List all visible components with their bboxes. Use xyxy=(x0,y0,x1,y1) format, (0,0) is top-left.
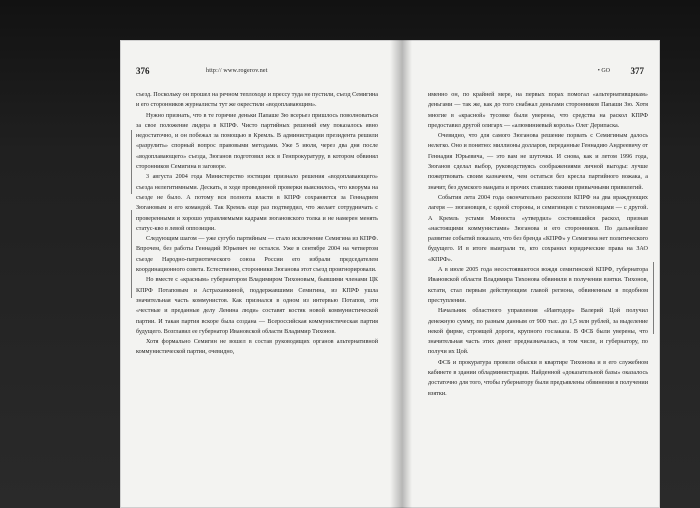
paragraph: Следующим шагом — уже сугубо партийным — стало исключение Семигина из КПРФ. Впрочем, без работы Геннадий Юрьевич не остался. Уже в сентябре 2004 на четвертом съезде Народно-патриотического союза России его избрали председателем координационного совета. Естественно, сторонники Зюганова этот съезд проигнорировали. xyxy=(136,236,378,274)
pencil-margin-mark xyxy=(131,130,132,194)
right-page-text xyxy=(428,90,648,500)
pencil-margin-mark xyxy=(131,210,132,298)
left-page xyxy=(120,40,390,508)
right-page xyxy=(412,40,660,508)
right-running-head: • GO xyxy=(597,68,610,74)
book-spine xyxy=(390,40,412,508)
paragraph: съезд. Поскольку он прошел на речном теплоходе и прессу туда не пустили, съезд Семигина и его сторонников журналисты тут же окрестили «водоплавающим». xyxy=(136,92,379,109)
paragraph: ФСБ и прокуратура провели обыски в квартире Тихонова и в его служебном кабинете в здании обладминистрации. Найденной «доказательной базы» оказалось достаточно для того, чтобы губернатору были предъявлены обвинения в получении взятки. xyxy=(428,359,648,397)
left-page-header xyxy=(136,66,374,78)
left-page-number: 376 xyxy=(136,66,150,76)
paragraph: А в июле 2005 года несостоявшегося вождя семигинской КПРФ, губернатора Ивановской области Владимира Тихонова обвинили в получении взятки. Тихонов, кстати, стал первым действующим главой региона, обвиненным в подобном преступлении. xyxy=(428,267,648,304)
paragraph: Очевидно, что для самого Зюганова решение порвать с Семигиным далось нелегко. Оно и понятно: миллионы долларов, переданные Геннадию Андреевичу от Геннадия Юрьевича, — это вам не шуточки. И снова, как и летом 1996 года, Зюганов сделал выбор, руководствуясь соображениями личной выгоды: лучше пожертвовать своим казначеем, чем остаться без кресла партийного вожака, а значит, без думского мандата и прочих ставших такими привычными привилегий. xyxy=(428,133,648,191)
paragraph: События лета 2004 года окончательно раскололи КПРФ на два враждующих лагеря — зюгановцев, с одной стороны, и семигинцев с тихоновцами — с другой. А Кремль устами Минюста «утвердил» состоявшийся раскол, признав «настоящими коммунистами» Зюганова и его сторонников. По дальнейшее развитие событий показало, что без бренда «КПРФ» у Семигина нет политического будущего. И в итоге выиграли те, кто сохранил юридические права на ЗАО «КПРФ». xyxy=(428,194,648,263)
paragraph: Нужно признать, что в те горячие деньки Папаше Зю всерьез пришлось поволноваться за свое положение лидера в КПРФ. Чисто партийных решений ему показалось явно недостаточно, и он побежал за помощью в Кремль. В администрации президента решили «разрулить» спорный вопрос правовыми методами. Уже 5 июля, через два дня после «водоплавающего» съезда, Зюганов подготовил иск в Генпрокуратуру, в котором обвинял сторонников Семигина в заговоре. xyxy=(136,112,378,171)
pencil-margin-mark xyxy=(653,262,654,334)
left-page-text xyxy=(136,90,378,500)
paragraph: Начальник областного управления «Иавтодор» Валерий Цой получил денежную сумму, по разным данным от 900 тыс. до 1,5 млн рублей, за выделение некой фирме, строящей дороги, крупного госзаказа. В ФСБ были уверены, что значительная часть этих денег предназначалась, в том числе, и губернатору, по получи их Цой. xyxy=(428,308,648,356)
right-page-number: 377 xyxy=(630,66,644,76)
book-spread xyxy=(120,40,660,508)
left-running-head: http:// www.rogerov.net xyxy=(206,68,268,74)
paragraph: именно он, по крайней мере, на первых порах помогал «альтернативщикам» деньгами — так же, как до того снабжал деньгами сторонников Папаши Зю. Хотя многие в «красной» тусовке были уверены, что средства на раскол КПРФ предоставил другой олигарх — «алюминиевый король» Олег Дерипаска. xyxy=(428,92,648,129)
paragraph: Но вместе с «красным» губернатором Владимиром Тихоновым, бывшими членами ЦК КПРФ Потаповым и Астраханкиной, поддержавшими Семигина, из КПРФ ушла значительная часть коммунистов. Как признался в одном из интервью Потапов, эти «честные и преданные делу Ленина люди» составят костяк новой коммунистической партии. И такая партия вскоре была создана — Всероссийская коммунистическая партия будущего. Возглавил ее губернатор Ивановской области Владимир Тихонов. xyxy=(136,277,378,335)
right-page-header xyxy=(428,66,644,78)
paragraph: Хотя формально Семигин не вошел в состав руководящих органов альтернативной коммунистической партии, очевидно, xyxy=(136,339,378,356)
paragraph: 3 августа 2004 года Министерство юстиции признало решения «водоплавающего» съезда нелегитимными. Дескать, в ходе проведенной проверки выяснилось, что кворума на съезде не было. А потому вся полнота власти в КПРФ сохраняется за Геннадием Зюгановым и его командой. Так Кремль еще раз подтвердил, что желает сотрудничать с проверенными и хорошо управляемыми кадрами зюгановского толка и не намерен менять статус-кво в левой оппозиции. xyxy=(136,174,378,232)
